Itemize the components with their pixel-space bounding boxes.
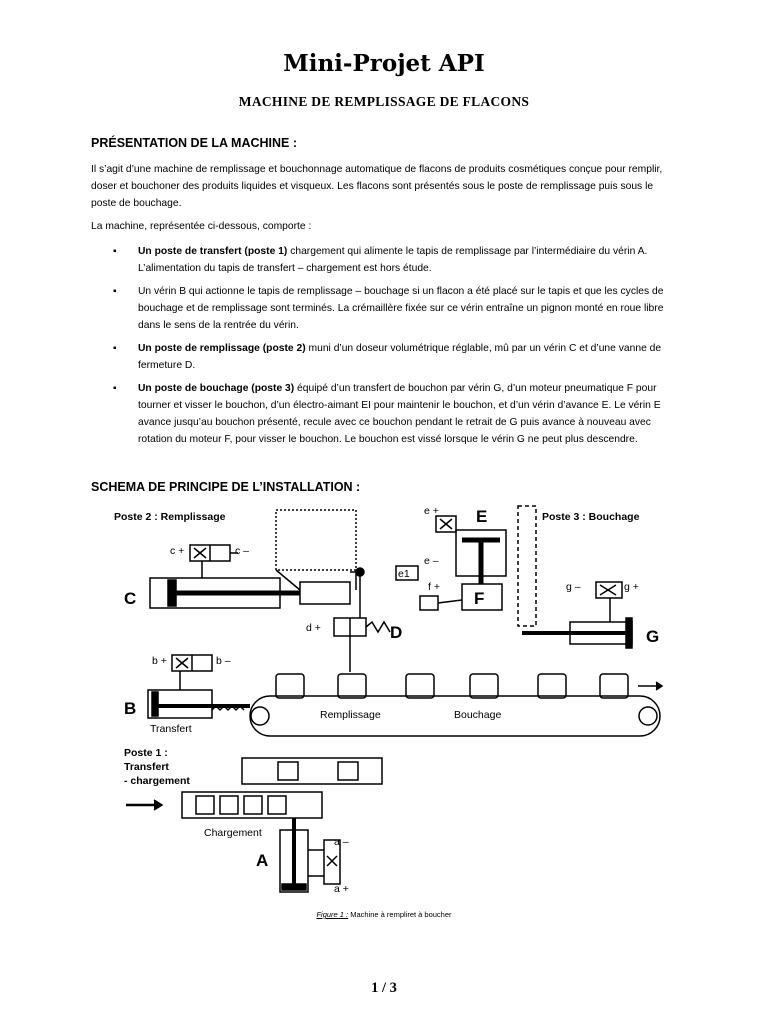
intro-paragraph	[91, 161, 681, 212]
list-item	[91, 380, 681, 448]
signal-g-minus: g –	[566, 581, 581, 593]
flask-icon	[338, 674, 366, 698]
component-list	[91, 243, 681, 454]
intro2-text: La machine, représentée ci-dessous, comporte :	[91, 221, 312, 232]
flask-icon	[470, 674, 498, 698]
list-item	[91, 283, 681, 334]
signal-a-minus: a –	[334, 836, 349, 848]
list-item-bold: Un poste de remplissage (poste 2)	[138, 343, 306, 354]
signal-c-minus: c –	[235, 545, 250, 557]
flask-top-icon	[278, 762, 298, 780]
feed-arrow-icon	[154, 800, 162, 810]
flask-top-icon	[338, 762, 358, 780]
label-f: F	[474, 589, 485, 608]
installation-diagram	[110, 500, 670, 910]
flask-icon	[600, 674, 628, 698]
label-b: B	[124, 699, 137, 718]
list-item	[91, 243, 681, 277]
signal-g-plus: g +	[624, 581, 639, 593]
label-bouchage: Bouchage	[454, 709, 502, 721]
poste1-label-b: Transfert	[124, 761, 169, 773]
figure-text: Machine à rempliret à boucher	[348, 910, 452, 919]
list-item-text: équipé d’un transfert de bouchon par vérin G, d’un moteur pneumatique F pour tourner et visser le bouchon, d’un électro-aimant EI pour maintenir le bouchon, et d’un vérin d’avance E. Le vérin E avance jusqu’au bouchon présenté, recule avec ce bouchon pendant le retrait de G puis avance à nouveau avec rotation du moteur F, pour visser le bouchon. Le bouchon est vissé lorsque le vérin G ne peut plus descendre.	[138, 383, 661, 445]
doser-body-icon	[300, 582, 350, 604]
list-item-bold: Un poste de transfert (poste 1)	[138, 246, 288, 257]
signal-e1: e1	[398, 568, 410, 580]
section-heading-presentation: PRÉSENTATION DE LA MACHINE :	[91, 136, 298, 150]
label-c: C	[124, 589, 137, 608]
label-e: E	[476, 507, 488, 526]
list-item-bold: Un poste de bouchage (poste 3)	[138, 383, 295, 394]
signal-e-plus: e +	[424, 505, 439, 517]
product-tank-icon	[276, 510, 356, 570]
page-subtitle: MACHINE DE REMPLISSAGE DE FLACONS	[238, 94, 530, 109]
label-remplissage: Remplissage	[320, 709, 381, 721]
flask-icon	[538, 674, 566, 698]
signal-c-plus: c +	[170, 545, 185, 557]
list-item-text: chargement qui alimente le tapis de remplissage par l’intermédiaire du vérin A. L’alimentation du tapis de transfert – chargement est hors étude.	[138, 246, 648, 274]
signal-d-plus: d +	[306, 622, 321, 634]
cap-feeder-icon	[518, 506, 536, 626]
list-item-text: Un vérin B qui actionne le tapis de remplissage – bouchage si un flacon a été placé sur le tapis et que les cycles de bouchage et de remplissage sont terminés. La crémaillère fixée sur ce vérin entraîne un pignon monté en roue libre dans le sens de la rentrée du vérin.	[138, 286, 664, 331]
page-title: Mini-Projet API	[283, 50, 485, 77]
intro-text: Il s’agit d’une machine de remplissage et bouchonnage automatique de flacons de produits cosmétiques conçue pour remplir, doser et bouchoner des produits liquides et visqueux. Les flacons sont présentés sous le poste de remplissage puis sous le poste de bouchage.	[91, 164, 663, 209]
signal-e-minus: e –	[424, 555, 439, 567]
signal-b-plus: b +	[152, 655, 167, 667]
valve-f-icon	[420, 596, 438, 610]
signal-b-minus: b –	[216, 655, 231, 667]
label-transfert: Transfert	[150, 723, 192, 735]
flask-top-icon	[196, 796, 214, 814]
flask-icon	[406, 674, 434, 698]
flask-top-icon	[244, 796, 262, 814]
section-heading-schema: SCHEMA DE PRINCIPE DE L’INSTALLATION :	[91, 480, 361, 494]
intro-paragraph-2	[91, 218, 681, 235]
poste3-label: Poste 3 : Bouchage	[542, 511, 640, 523]
flask-top-icon	[220, 796, 238, 814]
poste1-label-c: - chargement	[124, 775, 190, 787]
signal-a-plus: a +	[334, 883, 349, 895]
list-item-text: muni d’un doseur volumétrique réglable, mû par un vérin C et d’une vanne de fermeture D.	[138, 343, 662, 371]
page-number: 1 / 3	[371, 980, 397, 996]
label-a: A	[256, 851, 269, 870]
flask-icon	[276, 674, 304, 698]
figure-label: Figure 1 :	[316, 910, 349, 919]
figure-caption	[0, 910, 768, 919]
list-item	[91, 340, 681, 374]
poste2-label: Poste 2 : Remplissage	[114, 511, 226, 523]
signal-f-plus: f +	[428, 581, 440, 593]
drive-wheel-icon	[639, 707, 657, 725]
label-chargement: Chargement	[204, 827, 262, 839]
poste1-label-a: Poste 1 :	[124, 747, 168, 759]
flask-top-icon	[268, 796, 286, 814]
label-d: D	[390, 623, 403, 642]
transfer-track-upper	[242, 758, 382, 784]
pinion-icon	[251, 707, 269, 725]
label-g: G	[646, 627, 660, 646]
